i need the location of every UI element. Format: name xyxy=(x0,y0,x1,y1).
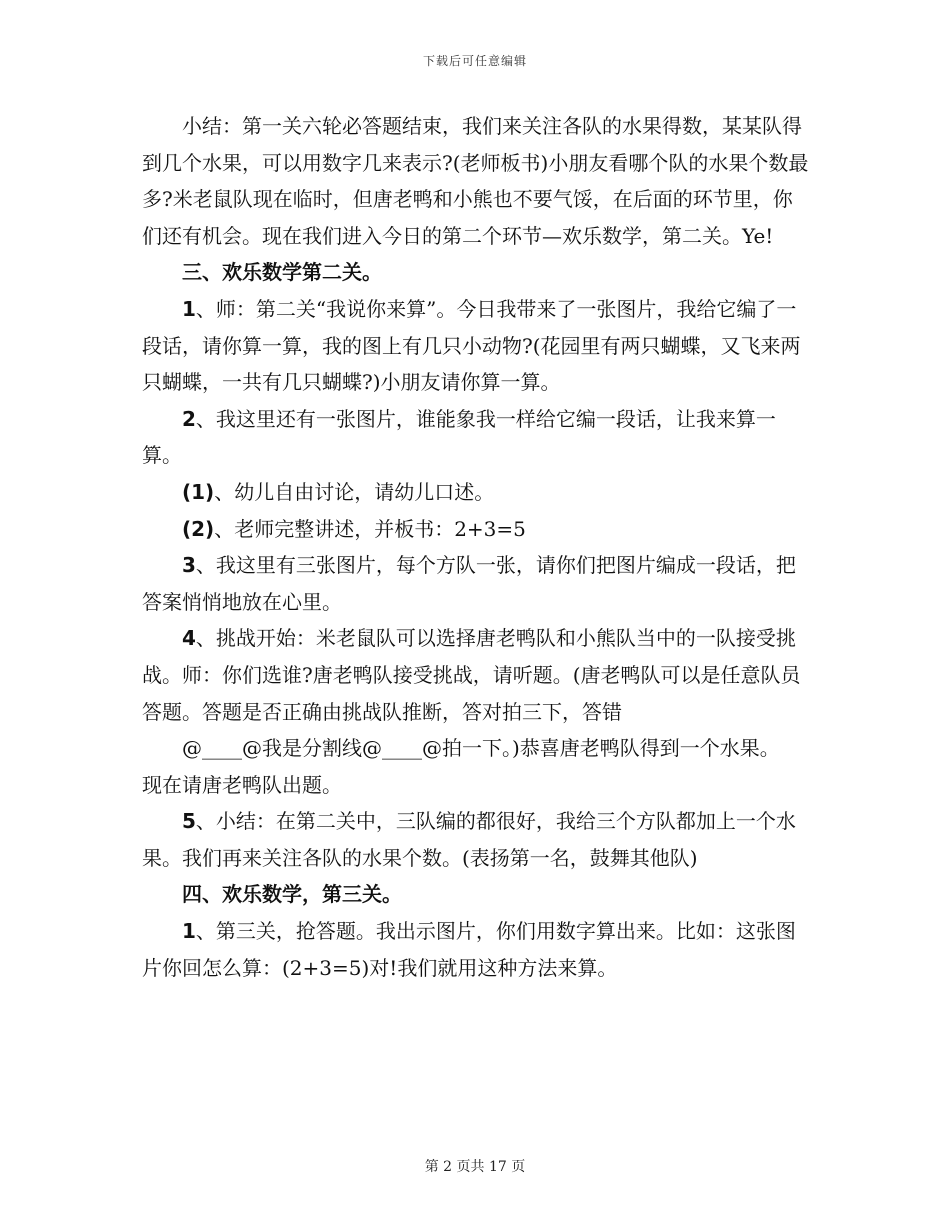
item-number: 1 xyxy=(182,919,196,944)
paragraph-summary-1: 小结：第一关六轮必答题结束，我们来关注各队的水果得数，某某队得到几个水果，可以用数字几来表示?(老师板书)小朋友看哪个队的水果个数最多?米老鼠队现在临时，但唐老鸭和小熊也不要气馁，在后面的环节里，你们还有机会。现在我们进入今日的第二个环节—欢乐数学，第二关。Ye! xyxy=(142,114,809,248)
item-text: 、小结：在第二关中，三队编的都很好，我给三个方队都加上一个水果。我们再来关注各队的水果个数。(表扬第一名，鼓舞其他队) xyxy=(142,809,796,870)
paragraph-item-1 xyxy=(142,291,810,401)
paragraph-subitem-1 xyxy=(142,474,810,511)
item-number: 5 xyxy=(182,809,196,834)
item-number: (1) xyxy=(182,479,215,504)
item-number: 2 xyxy=(182,406,196,431)
paragraph-item-6 xyxy=(142,913,810,986)
paragraph-item-3 xyxy=(142,547,810,620)
page-header: 下载后可任意编辑 xyxy=(422,54,527,68)
section-heading-4: 四、欢乐数学，第三关。 xyxy=(182,882,402,907)
item-text: 、老师完整讲述，并板书：2+3=5 xyxy=(214,516,526,541)
item-number: (2) xyxy=(182,516,215,541)
item-number: 1 xyxy=(182,296,196,321)
item-text: 、我这里有三张图片，每个方队一张，请你们把图片编成一段话，把答案悄悄地放在心里。 xyxy=(142,553,796,614)
paragraph-item-4-end: 现在请唐老鸭队出题。 xyxy=(142,772,342,797)
item-text: 、第三关，抢答题。我出示图片，你们用数字算出来。比如：这张图片你回怎么算：(2+3=5)对!我们就用这种方法来算。 xyxy=(142,919,796,980)
page-footer: 第 2 页共 17 页 xyxy=(424,1159,526,1175)
item-number: 4 xyxy=(182,626,196,651)
item-text: 、幼儿自由讨论，请幼儿口述。 xyxy=(214,479,495,504)
item-text: 、我这里还有一张图片，谁能象我一样给它编一段话，让我来算一算。 xyxy=(142,406,776,468)
paragraph-item-2 xyxy=(142,401,810,474)
section-heading-3: 三、欢乐数学第二关。 xyxy=(182,260,382,285)
document-body xyxy=(142,108,810,986)
item-text: 、挑战开始：米老鼠队可以选择唐老鸭队和小熊队当中的一队接受挑战。师：你们选谁?唐老鸭队接受挑战，请听题。(唐老鸭队可以是任意队员答题。答题是否正确由挑战队推断，答对拍三下，答错 xyxy=(142,626,801,724)
paragraph-subitem-2 xyxy=(142,511,810,548)
paragraph-item-4 xyxy=(142,620,810,730)
item-number: 3 xyxy=(182,553,196,578)
paragraph-item-4-continued: @____@我是分割线@____@拍一下。)恭喜唐老鸭队得到一个水果。 xyxy=(182,736,780,761)
paragraph-item-5 xyxy=(142,803,810,876)
item-text: 、师：第二关“我说你来算”。今日我带来了一张图片，我给它编了一段话，请你算一算，我的图上有几只小动物?(花园里有两只蝴蝶，又飞来两只蝴蝶，一共有几只蝴蝶?)小朋友请你算一算。 xyxy=(142,296,801,395)
